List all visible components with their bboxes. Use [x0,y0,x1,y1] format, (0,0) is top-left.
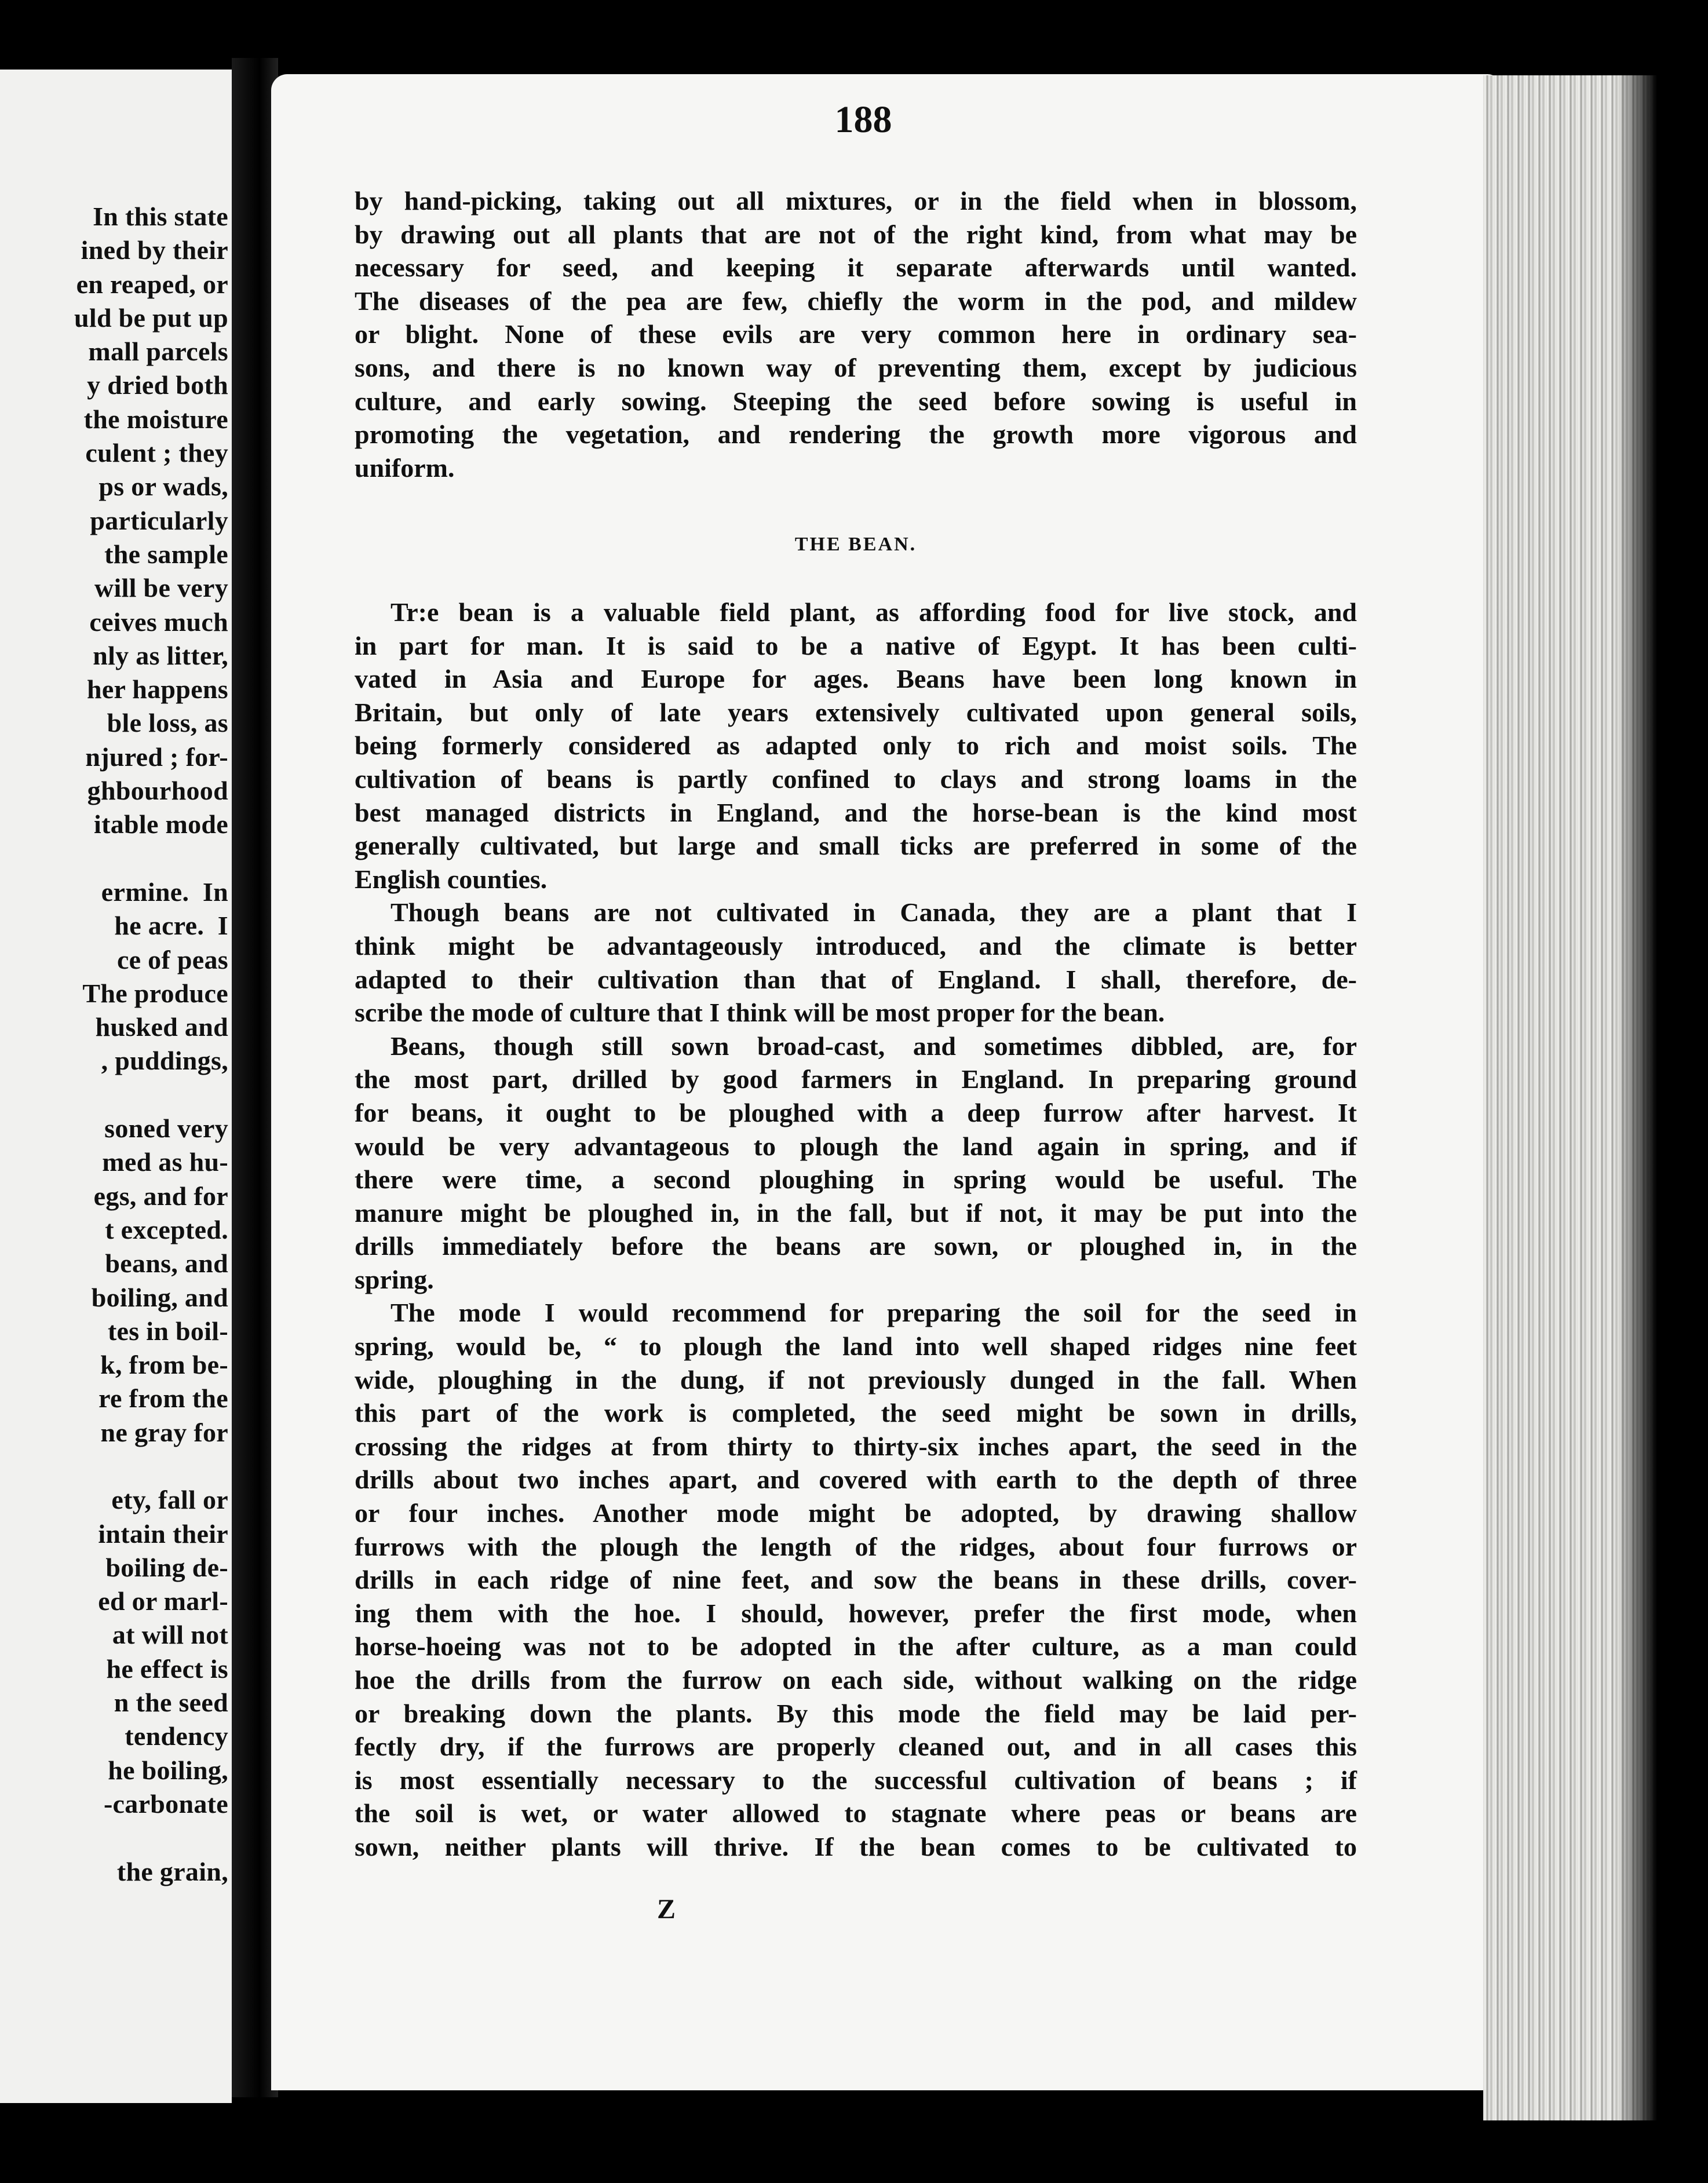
text-line: spring, would be, “ to plough the land into well shaped ridges nine feet [355,1331,1357,1361]
text-line: The diseases of the pea are few, chiefly the worm in the pod, and mildew [355,286,1357,316]
text-line: sown, neither plants will thrive. If the bean comes to be cultivated to [355,1831,1357,1861]
text-line: the soil is wet, or water allowed to stagnate where peas or beans are [355,1798,1357,1828]
left-page-line: ined by their [81,235,228,265]
left-page-line: soned very [104,1114,228,1144]
section-heading: THE BEAN. [794,534,917,555]
text-line: or breaking down the plants. By this mode the field may be laid per- [355,1698,1357,1728]
left-page-line: njured ; for- [85,742,228,772]
printer-signature-mark: Z [656,1894,676,1925]
left-page-line: the sample [104,539,228,569]
text-line: fectly dry, if the furrows are properly cleaned out, and in all cases this [355,1732,1357,1762]
left-page-line: will be very [94,573,228,603]
left-page-line: ermine. In [101,877,228,907]
left-page-line: culent ; they [85,438,228,468]
left-page-line: y dried both [87,370,228,400]
text-line: vated in Asia and Europe for ages. Beans have been long known in [355,664,1357,694]
left-page-line [0,1821,228,1855]
left-page-line: tendency [125,1721,228,1751]
section-body [355,596,1357,1864]
left-page-line: t excepted. [105,1214,228,1244]
text-line: wide, ploughing in the dung, if not previously dunged in the fall. When [355,1364,1357,1395]
text-line: or four inches. Another mode might be adopted, by drawing shallow [355,1498,1357,1528]
left-page-line [0,1450,228,1483]
text-line: sons, and there is no known way of preventing them, except by judicious [355,352,1357,382]
text-line: promoting the vegetation, and rendering the growth more vigorous and [355,419,1357,450]
left-page-line: In this state [93,202,228,231]
text-line: Tr:e bean is a valuable field plant, as affording food for live stock, and [390,597,1357,627]
left-page-line: nly as litter, [93,640,228,670]
left-page-line: uld be put up [74,302,228,333]
left-page-line: ety, fall or [111,1485,228,1515]
text-line: hoe the drills from the furrow on each side, without walking on the ridge [355,1665,1357,1695]
text-line: would be very advantageous to plough the land again in spring, and if [355,1131,1357,1161]
text-line: drills immediately before the beans are sown, or ploughed in, in the [355,1231,1357,1261]
text-line: best managed districts in England, and the horse-bean is the kind most [355,797,1357,827]
text-line: drills in each ridge of nine feet, and sow the beans in these drills, cover- [355,1565,1357,1595]
text-line: being formerly considered as adapted only to rich and moist soils. The [355,731,1357,761]
text-line: by hand-picking, taking out all mixtures, or in the field when in blossom, [355,186,1357,216]
left-page-line: intain their [98,1518,228,1549]
page-number: 188 [834,98,892,141]
left-page-line: ceives much [89,607,228,637]
text-line: by drawing out all plants that are not of the right kind, from what may be [355,219,1357,249]
left-page-line: at will not [112,1620,228,1650]
text-line: furrows with the plough the length of the ridges, about four furrows or [355,1531,1357,1561]
text-line: horse-hoeing was not to be adopted in the after culture, as a man could [355,1631,1357,1662]
left-page-line: re from the [98,1383,228,1414]
left-page-line: ghbourhood [87,776,228,806]
text-line: is most essentially necessary to the successful cultivation of beans ; if [355,1765,1357,1795]
left-page-line: particularly [90,505,228,535]
text-line: manure might be ploughed in, in the fall, but if not, it may be put into the [355,1198,1357,1228]
left-page-line: en reaped, or [76,269,228,299]
text-line: scribe the mode of culture that I think will be most proper for the bean. [355,998,1165,1028]
left-page-line: boiling de- [105,1552,228,1582]
text-line: generally cultivated, but large and small ticks are preferred in some of the [355,831,1357,861]
left-page-line [0,842,228,875]
text-line: adapted to their cultivation than that of England. I shall, therefore, de- [355,964,1357,994]
left-page-line: he acre. I [114,911,228,941]
paragraph-pea-conclusion [355,184,1357,484]
text-line: in part for man. It is said to be a native of Egypt. It has been culti- [355,630,1357,660]
left-page-line: ps or wads, [98,472,228,502]
left-page-line [0,1078,228,1112]
text-line: or blight. None of these evils are very common here in ordinary sea- [355,319,1357,349]
left-page-line: her happens [86,674,228,704]
text-line: ing them with the hoe. I should, however, prefer the first mode, when [355,1598,1357,1628]
text-line: Though beans are not cultivated in Canada, they are a plant that I [390,897,1357,928]
left-page-line: -carbonate [103,1788,228,1819]
text-line: English counties. [355,864,548,894]
left-page-text-fragments [0,200,228,1889]
left-page-line: beans, and [105,1249,228,1279]
left-page-line: ble loss, as [107,708,228,738]
left-page-line: egs, and for [93,1181,228,1211]
left-page-line: ne gray for [100,1417,228,1447]
text-line: there were time, a second ploughing in spring would be useful. The [355,1164,1357,1195]
left-page-line: mall parcels [88,337,228,367]
left-page-line: the moisture [83,404,228,434]
left-page-line: The produce [82,978,228,1008]
text-line: crossing the ridges at from thirty to thirty-six inches apart, the seed in the [355,1431,1357,1461]
left-page-line: , puddings, [101,1046,228,1076]
left-page-line: itable mode [94,809,228,839]
text-line: cultivation of beans is partly confined to clays and strong loams in the [355,764,1357,794]
page-edges [1483,75,1657,2120]
text-line: think might be advantageously introduced, and the climate is better [355,930,1357,961]
text-line: Beans, though still sown broad-cast, and sometimes dibbled, are, for [390,1031,1357,1061]
left-page-line: he boiling, [108,1755,228,1785]
left-page-line: n the seed [114,1688,228,1718]
left-page-line: the grain, [116,1856,228,1886]
text-line: this part of the work is completed, the seed might be sown in drills, [355,1398,1357,1428]
left-page-line: he effect is [106,1653,228,1684]
text-line: culture, and early sowing. Steeping the seed before sowing is useful in [355,386,1357,416]
left-page [0,70,232,2103]
text-line: spring. [355,1264,434,1294]
left-page-line: tes in boil- [107,1316,228,1346]
left-page-line: ed or marl- [98,1586,228,1616]
text-line: uniform. [355,452,455,483]
left-page-line: boiling, and [91,1282,228,1312]
text-line: for beans, it ought to be ploughed with a deep furrow after harvest. It [355,1097,1357,1127]
text-line: necessary for seed, and keeping it separate afterwards until wanted. [355,253,1357,283]
left-page-line: k, from be- [100,1350,228,1380]
left-page-line: med as hu- [102,1147,228,1177]
left-page-line: husked and [95,1012,228,1042]
text-line: the most part, drilled by good farmers in England. In preparing ground [355,1064,1357,1094]
text-line: The mode I would recommend for preparing the soil for the seed in [390,1298,1357,1328]
text-line: drills about two inches apart, and covered with earth to the depth of three [355,1465,1357,1495]
text-line: Britain, but only of late years extensively cultivated upon general soils, [355,697,1357,727]
left-page-line: ce of peas [116,944,228,974]
